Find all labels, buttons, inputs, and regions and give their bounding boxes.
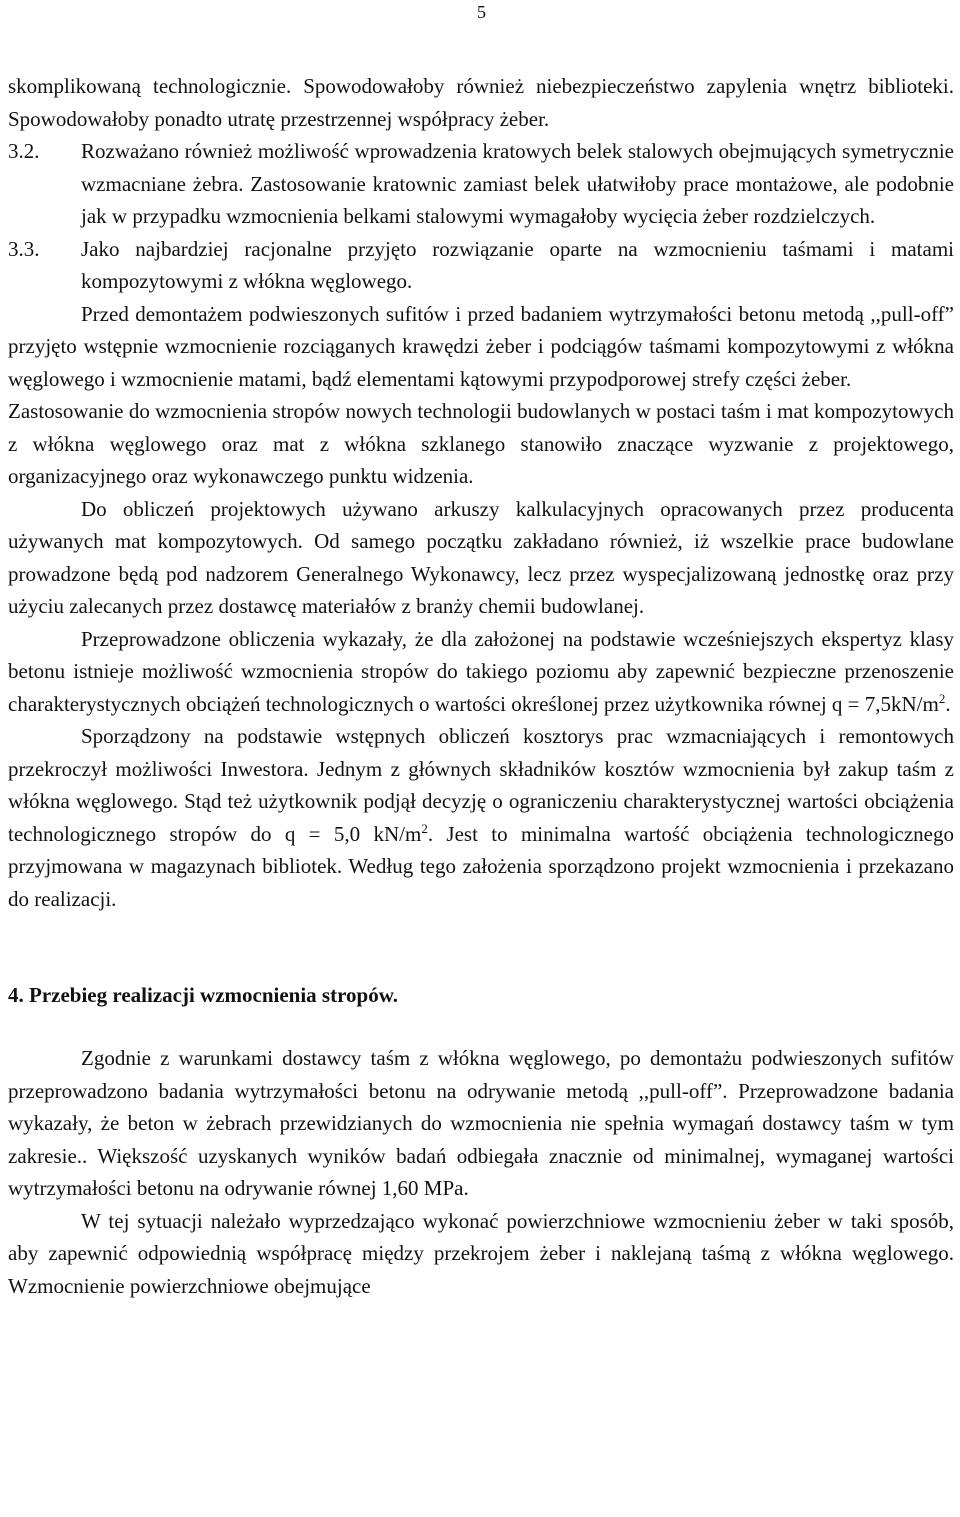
paragraph-obliczenia-projektowe: Do obliczeń projektowych używano arkuszy kalkulacyjnych opracowanych przez producenta używanych mat kompozytowych. Od samego początku zakładano również, iż wszelkie prace budowlane prowadzone będą pod nadzorem Generalnego Wykonawcy, lecz przez wyspecjalizowaną jednostkę oraz przy użyciu zalecanych przez dostawcę materiałów z branży chemii budowlanej. [8, 496, 954, 618]
superscript-2: 2 [421, 820, 428, 836]
list-item-number: 3.2. [8, 139, 40, 163]
paragraph-zastosowanie: Zastosowanie do wzmocnienia stropów nowych technologii budowlanych w postaci taśm i mat kompozytowych z włókna węglowego oraz mat z włókna szklanego stanowiło znaczące wyzwanie z projektowego, organizacyjnego oraz wykonawczego punktu widzenia. [8, 399, 954, 488]
calc-tail: . [945, 691, 951, 716]
calc-text: Przeprowadzone obliczenia wykazały, że dla założonej na podstawie wcześniejszych ekspertyz klasy betonu istnieje możliwość wzmocnienia stropów do takiego poziomu aby zapewnić bezpieczne przenoszenie charakterystycznych obciążeń technologicznych o wartości określonej przez użytkownika równej q = 7,5kN/m [8, 626, 954, 716]
list-item-text: Jako najbardziej racjonalne przyjęto rozwiązanie oparte na wzmocnieniu taśmami i matami kompozytowymi z włókna węglowego. [81, 236, 954, 293]
list-item-number: 3.3. [8, 236, 40, 261]
document-body [8, 70, 954, 1302]
paragraph-kosztorys [8, 720, 954, 915]
list-item-3-2 [8, 135, 954, 233]
page-number: 5 [477, 2, 486, 22]
paragraph-obliczenia-wyniki [8, 623, 954, 721]
list-item-text: Rozważano również możliwość wprowadzenia kratowych belek stalowych obejmujących symetrycznie wzmacniane żebra. Zastosowanie kratownic zamiast belek ułatwiłoby prace montażowe, ale podobnie jak w przypadku wzmocnienia belkami stalowymi wymagałoby wycięcia żeber rozdzielczych. [81, 139, 954, 228]
section-heading: 4. Przebieg realizacji wzmocnienia stropów. [8, 983, 398, 1007]
intro-paragraph: skomplikowaną technologicznie. Spowodowałoby również niebezpieczeństwo zapylenia wnętrz biblioteki. Spowodowałoby ponadto utratę przestrzennej współpracy żeber. [8, 74, 954, 131]
superscript-2: 2 [938, 690, 946, 706]
paragraph-badania: Zgodnie z warunkami dostawcy taśm z włókna węglowego, po demontażu podwieszonych sufitów przeprowadzono badania wytrzymałości betonu na odrywanie metodą ,,pull-off”. Przeprowadzone badania wykazały, że beton w żebrach przewidzianych do wzmocnienia nie spełnia wymagań dostawcy taśm w tym zakresie.. Większość uzyskanych wyników badań odbiegała znacznie od minimalnej, wymaganej wartości wytrzymałości betonu na odrywanie równej 1,60 MPa. [8, 1046, 954, 1200]
paragraph-demontaz: Przed demontażem podwieszonych sufitów i przed badaniem wytrzymałości betonu metodą ,,pull-off” przyjęto wstępnie wzmocnienie rozciąganych krawędzi żeber i podciągów taśmami kompozytowymi z włókna węglowego i wzmocnienie matami, bądź elementami kątowymi przypodporowej strefy części żeber. [8, 301, 954, 391]
list-item-3-3 [8, 233, 954, 298]
paragraph-wzmocnienie: W tej sytuacji należało wyprzedzająco wykonać powierzchniowe wzmocnieniu żeber w taki sposób, aby zapewnić odpowiednią współpracę między przekrojem żeber i naklejaną taśmą z włókna węglowego. Wzmocnienie powierzchniowe obejmujące [8, 1208, 954, 1298]
cost-text-after: . Jest to minimalna wartość obciążenia technologicznego przyjmowana w magazynach bibliotek. Według tego założenia sporządzono projekt wzmocnienia i przekazano do realizacji. [8, 821, 955, 911]
cost-text-before: Sporządzony na podstawie wstępnych obliczeń kosztorys prac wzmacniających i remontowych przekroczył możliwości Inwestora. Jednym z głównych składników kosztów wzmocnienia był zakup taśm z włókna węglowego. Stąd też użytkownik podjął decyzję o ograniczeniu charakterystycznej wartości obciążenia technologicznego stropów do q = 5,0 kN/m [8, 724, 954, 846]
